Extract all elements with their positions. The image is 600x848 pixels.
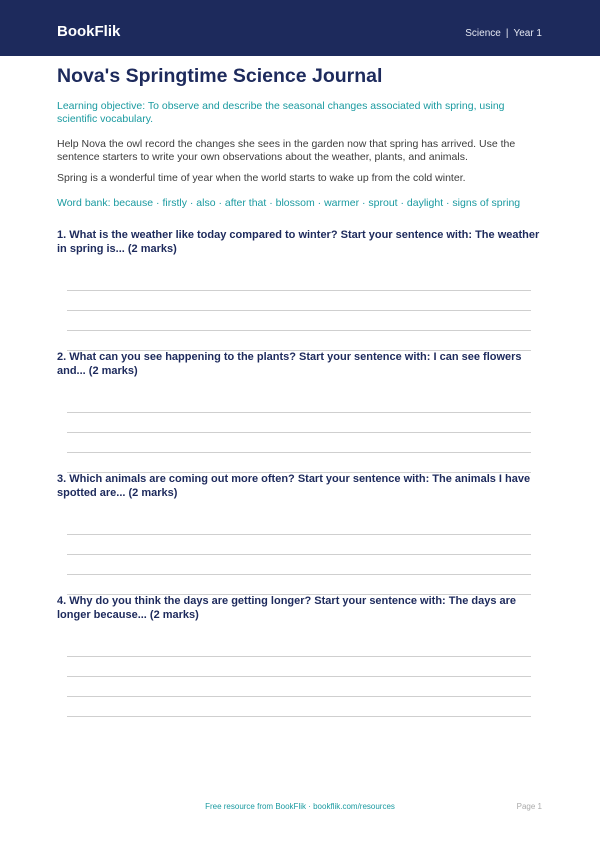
intro-paragraph-2: Spring is a wonderful time of year when the world starts to wake up from the cold winter. <box>57 172 466 184</box>
subject-label: Science <box>465 28 501 39</box>
separator: | <box>505 28 509 39</box>
answer-line[interactable] <box>67 452 531 453</box>
answer-line[interactable] <box>67 412 531 413</box>
answer-line[interactable] <box>67 432 531 433</box>
answer-line[interactable] <box>67 716 531 717</box>
answer-line[interactable] <box>67 696 531 697</box>
answer-line[interactable] <box>67 574 531 575</box>
brand-logo[interactable]: BookFlik <box>57 23 121 40</box>
learning-objective: Learning objective: To observe and describe the seasonal changes associated with spring, using scientific vocabulary. <box>57 100 505 125</box>
page-title: Nova's Springtime Science Journal <box>57 65 383 87</box>
answer-line[interactable] <box>67 310 531 311</box>
subject-year-label <box>465 27 542 41</box>
question-1: 1. What is the weather like today compared to winter? Start your sentence with: The weather in spring is... (2 marks) <box>57 229 540 255</box>
footer-resource-link[interactable]: Free resource from BookFlik · bookflik.com/resources <box>205 802 395 811</box>
page-number: Page 1 <box>516 802 542 811</box>
question-2: 2. What can you see happening to the plants? Start your sentence with: I can see flowers and... (2 marks) <box>57 351 522 377</box>
answer-line[interactable] <box>67 656 531 657</box>
word-bank: Word bank: because · firstly · also · after that · blossom · warmer · sprout · daylight · signs of spring <box>57 197 521 209</box>
answer-line[interactable] <box>67 554 531 555</box>
year-label: Year 1 <box>513 28 542 39</box>
question-3: 3. Which animals are coming out more often? Start your sentence with: The animals I have spotted are... (2 marks) <box>57 473 531 499</box>
intro-paragraph: Help Nova the owl record the changes she sees in the garden now that spring has arrived. Use the sentence starters to write your own observations about the weather, plants, and animals. <box>57 138 516 163</box>
answer-line[interactable] <box>67 676 531 677</box>
answer-line[interactable] <box>67 330 531 331</box>
question-4: 4. Why do you think the days are getting longer? Start your sentence with: The days are longer because... (2 marks) <box>57 595 517 621</box>
answer-line[interactable] <box>67 290 531 291</box>
answer-line[interactable] <box>67 534 531 535</box>
header-bar <box>0 0 600 56</box>
